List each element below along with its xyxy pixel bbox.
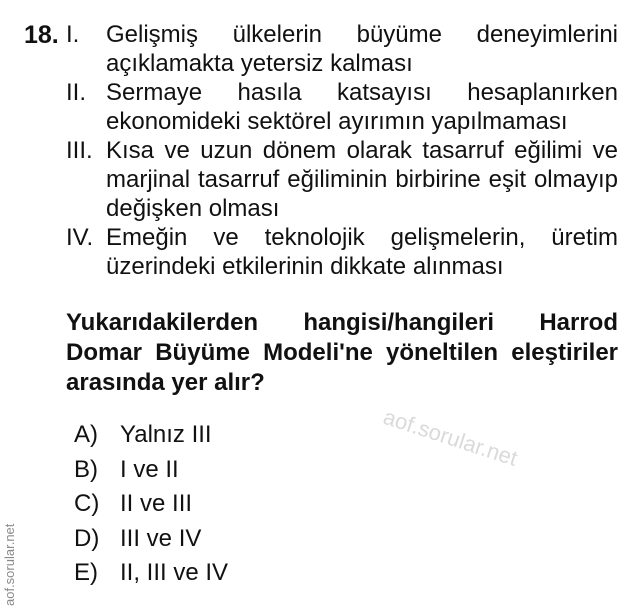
statement-list <box>66 20 618 281</box>
option-text: II, III ve IV <box>120 559 229 586</box>
option-letter: A) <box>74 421 98 448</box>
answer-options <box>74 418 474 591</box>
statement-item <box>66 223 618 281</box>
statement-text: Gelişmiş ülkelerin büyüme deneyimlerini açıklamakta yetersiz kalması <box>106 21 618 77</box>
center-watermark: aof.sorular.net <box>380 404 521 471</box>
question-prompt: Yukarıdakilerden hangisi/hangileri Harrod Domar Büyüme Modeli'ne yöneltilen eleştiriler arasında yer alır? <box>66 309 618 396</box>
option-letter: D) <box>74 524 100 552</box>
option-text: II ve III <box>120 490 193 517</box>
option-text: I ve II <box>120 455 179 483</box>
statement-item <box>66 78 618 136</box>
statement-text: Sermaye hasıla katsayısı hesaplanırken ekonomideki sektörel ayırımın yapılmaması <box>106 79 618 135</box>
statement-numeral: III. <box>66 137 93 164</box>
option-letter: E) <box>74 559 98 586</box>
statement-numeral: I. <box>66 21 80 48</box>
question-number: 18. <box>24 21 59 49</box>
option-letter: C) <box>74 490 100 517</box>
option-text: Yalnız III <box>120 421 212 448</box>
option-e[interactable] <box>74 556 474 591</box>
statement-item <box>66 136 618 223</box>
option-text: III ve IV <box>120 524 202 552</box>
side-watermark: aof.sorular.net <box>2 523 17 606</box>
statement-numeral: IV. <box>66 224 94 251</box>
option-c[interactable] <box>74 487 474 522</box>
statement-numeral: II. <box>66 79 87 106</box>
statement-text: Kısa ve uzun dönem olarak tasarruf eğilimi ve marjinal tasarruf eğiliminin birbirine eşit olmayıp değişken olması <box>106 137 618 222</box>
option-b[interactable] <box>74 453 474 488</box>
statement-item <box>66 20 618 78</box>
option-d[interactable] <box>74 522 474 557</box>
option-letter: B) <box>74 455 98 483</box>
statement-text: Emeğin ve teknolojik gelişmelerin, üretim üzerindeki etkilerinin dikkate alınması <box>106 224 618 280</box>
option-a[interactable] <box>74 418 474 453</box>
